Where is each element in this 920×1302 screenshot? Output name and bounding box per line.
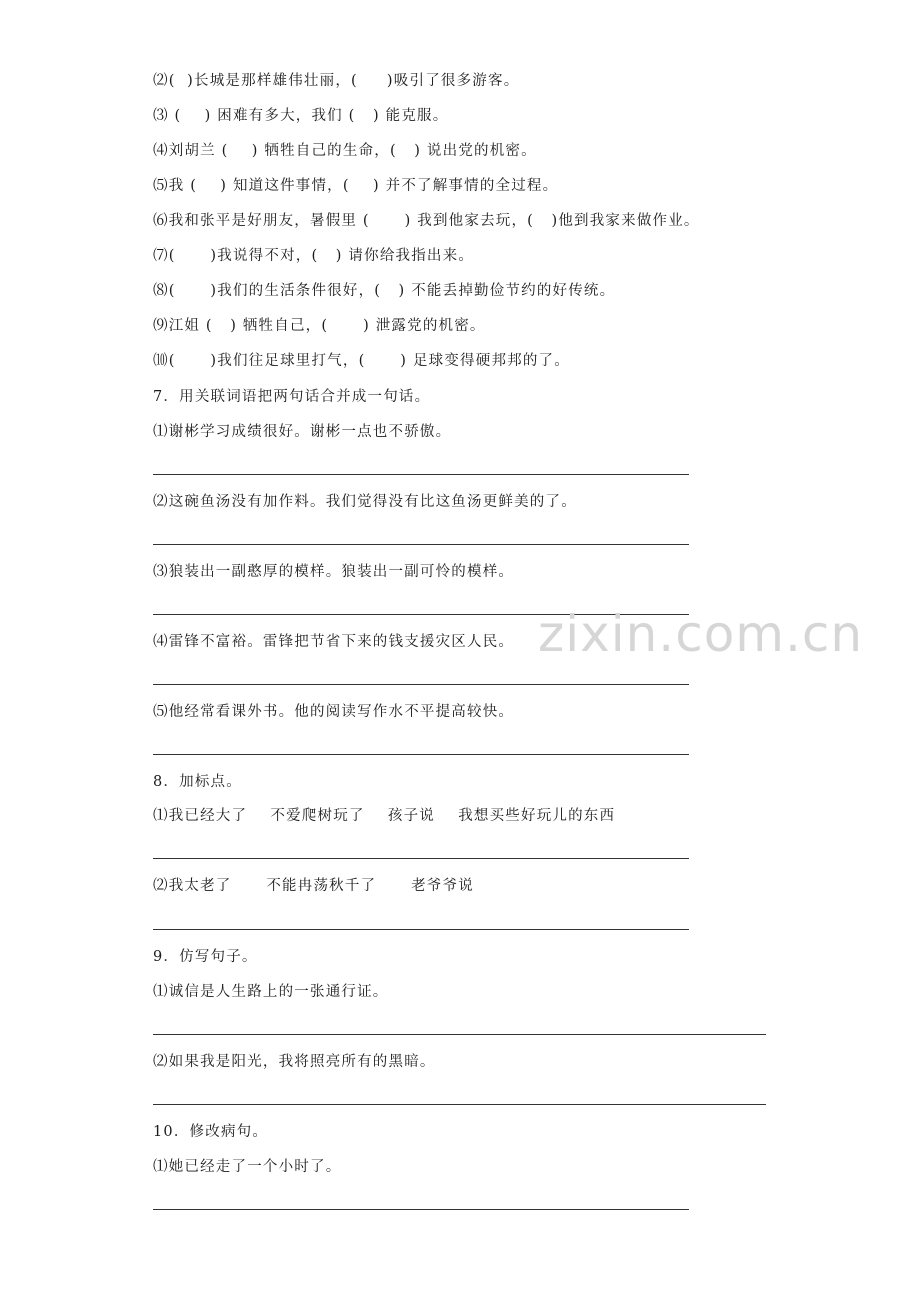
q7-item-5: ⑸他经常看课外书。他的阅读写作水不平提高较快。 <box>153 704 515 720</box>
q6-item-10: ⑽( )我们往足球里打气，( ) 足球变得硬邦邦的了。 <box>153 353 570 369</box>
q6-item-5: ⑸我 ( ) 知道这件事情，( ) 并不了解事情的全过程。 <box>153 178 559 194</box>
q7-item-3: ⑶狼装出一副憨厚的模样。狼装出一副可怜的模样。 <box>153 564 515 580</box>
q7-answer-line-3[interactable] <box>153 614 689 615</box>
q6-item-7: ⑺( )我说得不对，( ) 请你给我指出来。 <box>153 248 475 264</box>
q6-item-6: ⑹我和张平是好朋友，暑假里 ( ) 我到他家去玩，( )他到我家来做作业。 <box>153 213 700 229</box>
q7-answer-line-1[interactable] <box>153 474 689 475</box>
q6-item-9: ⑼江姐 ( ) 牺牲自己，( ) 泄露党的机密。 <box>153 318 486 334</box>
q7-item-1: ⑴谢彬学习成绩很好。谢彬一点也不骄傲。 <box>153 424 452 440</box>
q8-item-2: ⑵我太老了 不能冉荡秋千了 老爷爷说 <box>153 878 474 894</box>
watermark-logo: zixin.com.cn <box>538 605 864 663</box>
q9-item-2: ⑵如果我是阳光，我将照亮所有的黑暗。 <box>153 1054 436 1070</box>
q6-item-3: ⑶ ( ) 困难有多大，我们 ( ) 能克服。 <box>153 108 449 124</box>
q6-item-4: ⑷刘胡兰 ( ) 牺牲自己的生命，( ) 说出党的机密。 <box>153 143 537 159</box>
q9-answer-line-1[interactable] <box>153 1034 766 1035</box>
q10-answer-line-1[interactable] <box>153 1209 689 1210</box>
q7-title: 7．用关联词语把两句话合并成一句话。 <box>153 389 431 405</box>
q6-item-8: ⑻( )我们的生活条件很好，( ) 不能丢掉勤俭节约的好传统。 <box>153 283 616 299</box>
q8-answer-line-1[interactable] <box>153 858 689 859</box>
q9-answer-line-2[interactable] <box>153 1104 766 1105</box>
q10-title: 10．修改病句。 <box>153 1124 269 1140</box>
q8-item-1: ⑴我已经大了 不爱爬树玩了 孩子说 我想买些好玩儿的东西 <box>153 808 616 824</box>
q7-answer-line-5[interactable] <box>153 754 689 755</box>
q10-item-1: ⑴她已经走了一个小时了。 <box>153 1159 342 1175</box>
q7-answer-line-4[interactable] <box>153 684 689 685</box>
q9-item-1: ⑴诚信是人生路上的一张通行证。 <box>153 984 389 1000</box>
q8-title: 8．加标点。 <box>153 774 242 790</box>
q7-item-4: ⑷雷锋不富裕。雷锋把节省下来的钱支援灾区人民。 <box>153 634 515 650</box>
q6-item-2: ⑵( )长城是那样雄伟壮丽，( )吸引了很多游客。 <box>153 73 520 89</box>
q7-answer-line-2[interactable] <box>153 544 689 545</box>
q9-title: 9．仿写句子。 <box>153 949 258 965</box>
q8-answer-line-2[interactable] <box>153 929 689 930</box>
q7-item-2: ⑵这碗鱼汤没有加作料。我们觉得没有比这鱼汤更鲜美的了。 <box>153 494 577 510</box>
